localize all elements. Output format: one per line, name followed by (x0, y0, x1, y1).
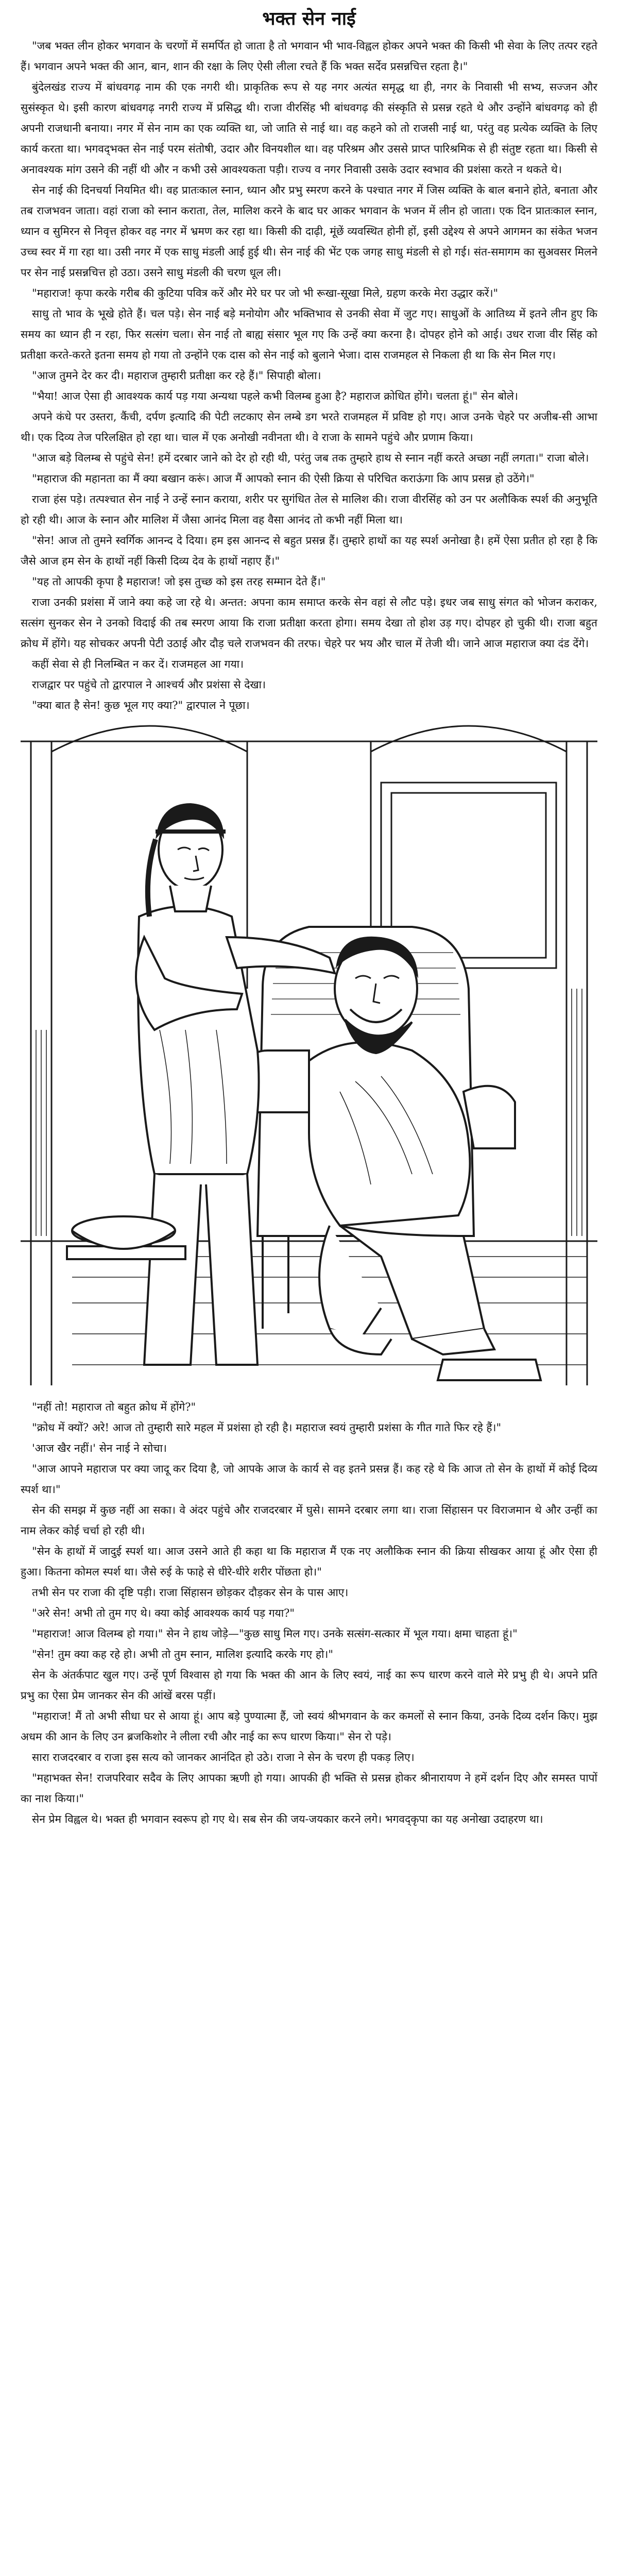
paragraph: साधु तो भाव के भूखे होते हैं। चल पड़े। सेन नाई बड़े मनोयोग और भक्तिभाव से उनकी सेवा में जुट गए। साधुओं के आतिथ्य में इतने लीन हुए कि समय का ध्यान ही न रहा, फिर सत्संग चला। सेन नाई तो बाह्य संसार भूल गए कि उन्हें क्या करना है। दोपहर होने को आई। उधर राजा वीर सिंह को प्रतीक्षा करते-करते इतना समय हो गया तो उन्होंने एक दास को सेन नाई को बुलाने भेजा। दास राजमहल से निकला ही था कि सेन मिल गए। (21, 307, 597, 361)
story-text-bottom (21, 1397, 597, 1829)
page-title: भक्त सेन नाई (262, 8, 356, 29)
paragraph: "सेन के हाथों में जादुई स्पर्श था। आज उसने आते ही कहा था कि महाराज मैं एक नए अलौकिक स्नान की क्रिया सीखकर आया हूं और ऐसा ही हुआ। कितना कोमल स्पर्श था। जैसे रुई के फाहे से धीरे-धीरे शरीर पोंछता हो।" (21, 1545, 597, 1578)
paragraph: सेन की समझ में कुछ नहीं आ सका। वे अंदर पहुंचे और राजदरबार में घुसे। सामने दरबार लगा था। राजा सिंहासन पर विराजमान थे और उन्हीं का नाम लेकर कोई चर्चा हो रही थी। (21, 1503, 597, 1537)
paragraph: "आज बड़े विलम्ब से पहुंचे सेन! हमें दरबार जाने को देर हो रही थी, परंतु जब तक तुम्हारे हाथ से स्नान नहीं करते अच्छा नहीं लगता।" राजा बोले। (32, 451, 589, 464)
paragraph: कहीं सेवा से ही निलम्बित न कर दें। राजमहल आ गया। (32, 657, 244, 670)
paragraph: सेन प्रेम विह्वल थे। भक्त ही भगवान स्वरूप हो गए थे। सब सेन की जय-जयकार करने लगे। भगवद्‌कृपा का यह अनोखा उदाहरण था। (32, 1812, 543, 1825)
paragraph: 'आज खैर नहीं।' सेन नाई ने सोचा। (32, 1442, 167, 1454)
paragraph: "महाभक्त सेन! राजपरिवार सदैव के लिए आपका ऋणी हो गया। आपकी ही भक्ति से प्रसन्न होकर श्रीनारायण ने हमें दर्शन दिए और समस्त पापों का नाश किया।" (21, 1771, 597, 1805)
paragraph: बुंदेलखंड राज्य में बांधवगढ़ नाम की एक नगरी थी। प्राकृतिक रूप से यह नगर अत्यंत समृद्ध था ही, नगर के निवासी भी सभ्य, सज्जन और सुसंस्कृत थे। इसी कारण बांधवगढ़ नगरी राज्य में प्रसिद्ध थी। राजा वीरसिंह भी बांधवगढ़ की संस्कृति से प्रसन्न रहते थे और उन्होंने बांधवगढ़ को ही अपनी राजधानी बनाया। नगर में सेन नाम का एक व्यक्ति था, जो जाति से नाई था। वह कहने को तो राजसी नाई था, परंतु वह प्रत्येक व्यक्ति के लिए कार्य करता था। भगवद्‌भक्त सेन नाई परम संतोषी, उदार और विनयशील था। वह परिश्रम और उससे प्राप्त पारिश्रमिक से ही संतुष्ट रहता था। किसी से अनावश्यक मांग उसने की नहीं थी और न कभी उसे आवश्यकता पड़ी। राज्य व नगर निवासी उसके उदार स्वभाव की प्रशंसा करते न थकते थे। (21, 80, 597, 176)
paragraph: "क्रोध में क्यों? अरे! आज तो तुम्हारी सारे महल में प्रशंसा हो रही है। महाराज स्वयं तुम्हारी प्रशंसा के गीत गाते फिर रहे हैं।" (32, 1421, 502, 1434)
paragraph: "अरे सेन! अभी तो तुम गए थे। क्या कोई आवश्यक कार्य पड़ गया?" (32, 1606, 295, 1619)
paragraph: "सेन! तुम क्या कह रहे हो। अभी तो तुम स्नान, मालिश इत्यादि करके गए हो।" (32, 1648, 334, 1660)
paragraph: "महाराज! कृपा करके गरीब की कुटिया पवित्र करें और मेरे घर पर जो भी रूखा-सूखा मिले, ग्रहण करके मेरा उद्धार करें।" (32, 286, 499, 299)
paragraph: "सेन! आज तो तुमने स्वर्गिक आनन्द दे दिया। हम इस आनन्द से बहुत प्रसन्न हैं। तुम्हारे हाथों का यह स्पर्श अनोखा है। हमें ऐसा प्रतीत हो रहा है कि जैसे आज हम सेन के हाथों नहीं किसी दिव्य देव के हाथों नहाए हैं।" (21, 534, 597, 567)
barber-king-illustration (21, 721, 597, 1391)
paragraph: अपने कंधे पर उस्तरा, कैंची, दर्पण इत्यादि की पेटी लटकाए सेन लम्बे डग भरते राजमहल में प्रविष्ट हो गए। आज उनके चेहरे पर अजीब-सी आभा थी। एक दिव्य तेज परिलक्षित हो रहा था। चाल में एक अनोखी नवीनता थी। वे राजा के सामने पहुंचे और प्रणाम किया। (21, 410, 597, 444)
paragraph: "नहीं तो! महाराज तो बहुत क्रोध में होंगे?" (32, 1400, 196, 1413)
paragraph: "जब भक्त लीन होकर भगवान के चरणों में समर्पित हो जाता है तो भगवान भी भाव-विह्वल होकर अपने भक्त की किसी भी सेवा के लिए तत्पर रहते हैं। भगवान अपने भक्त की आन, बान, शान की रक्षा के लिए ऐसी लीला रचते हैं कि भक्त सर्देव प्रसन्नचित्त रहता है।" (21, 39, 597, 73)
paragraph: "महाराज! आज विलम्ब हो गया।" सेन ने हाथ जोड़े—"कुछ साधु मिल गए। उनके सत्संग-सत्कार में भूल गया। क्षमा चाहता हूं।" (32, 1627, 518, 1640)
paragraph: "महाराज की महानता का मैं क्या बखान करूं। आज मैं आपको स्नान की ऐसी क्रिया से परिचित कराऊंगा कि आप प्रसन्न हो उठेंगे।" (32, 472, 535, 485)
paragraph: "आज तुमने देर कर दी। महाराज तुम्हारी प्रतीक्षा कर रहे हैं।" सिपाही बोला। (32, 369, 321, 382)
paragraph: राजद्वार पर पहुंचे तो द्वारपाल ने आश्चर्य और प्रशंसा से देखा। (32, 678, 266, 691)
story-illustration (21, 721, 597, 1391)
paragraph: तभी सेन पर राजा की दृष्टि पड़ी। राजा सिंहासन छोड़कर दौड़कर सेन के पास आए। (32, 1586, 349, 1599)
story-text-top (21, 36, 597, 716)
paragraph: राजा हंस पड़े। तत्पश्चात सेन नाई ने उन्हें स्नान कराया, शरीर पर सुगंधित तेल से मालिश की। राजा वीरसिंह को उन पर अलौकिक स्पर्श की अनुभूति हो रही थी। आज के स्नान और मालिश में जैसा आनंद मिला वह वैसा आनंद तो कभी नहीं मिला था। (21, 493, 597, 526)
paragraph: सेन नाई की दिनचर्या नियमित थी। वह प्रातःकाल स्नान, ध्यान और प्रभु स्मरण करने के पश्चात नगर में जिस व्यक्ति के बाल बनाने होते, बनाता और तब राजभवन जाता। वहां राजा को स्नान कराता, तेल, मालिश करने के बाद घर आकर भगवान के भजन में लीन हो जाता। एक दिन प्रातःकाल स्नान, ध्यान व सुमिरन से निवृत्त होकर वह नगर में भ्रमण कर रहा था। किसी की दाढ़ी, मूंछें व्यवस्थित होनी हों, इसी उद्देश्य से अपने आगमन का संकेत भजन उच्च स्वर में गा रहा था। उसी नगर में एक साधु मंडली आई हुई थी। सेन नाई की भेंट एक जगह साधु मंडली से हो गई। संत-समागम का सुअवसर मिलने पर सेन नाई प्रसन्नचित्त हो उठा। उसने साधु मंडली की चरण धूल ली। (21, 183, 597, 279)
paragraph: "यह तो आपकी कृपा है महाराज! जो इस तुच्छ को इस तरह सम्मान देते हैं।" (32, 575, 326, 588)
paragraph: सेन के अंतर्कपाट खुल गए। उन्हें पूर्ण विश्वास हो गया कि भक्त की आन के लिए स्वयं, नाई का रूप धारण करने वाले मेरे प्रभु ही थे। अपने प्रति प्रभु का ऐसा प्रेम जानकर सेन की आंखें बरस पड़ीं। (21, 1668, 597, 1702)
paragraph: सारा राजदरबार व राजा इस सत्य को जानकर आनंदित हो उठे। राजा ने सेन के चरण ही पकड़ लिए। (32, 1751, 415, 1764)
paragraph: "आज आपने महाराज पर क्या जादू कर दिया है, जो आपके आज के कार्य से वह इतने प्रसन्न हैं। कह रहे थे कि आज तो सेन के हाथों में कोई दिव्य स्पर्श था।" (21, 1462, 597, 1496)
paragraph: राजा उनकी प्रशंसा में जाने क्या कहे जा रहे थे। अन्तत: अपना काम समाप्त करके सेन वहां से लौट पड़े। इधर जब साधु संगत को भोजन कराकर, सत्संग सुनकर सेन ने उनको विदाई की तब स्मरण आया कि राजा प्रतीक्षा करता होगा। समय देखा तो होश उड़ गए। दोपहर हो चुकी थी। राजा बहुत क्रोध में होंगे। यह सोचकर अपनी पेटी उठाई और दौड़ चले राजभवन की तरफ। चेहरे पर भय और चाल में तेजी थी। जाने आज महाराज क्या दंड देंगे। (21, 596, 597, 650)
paragraph: "भैया! आज ऐसा ही आवश्यक कार्य पड़ गया अन्यथा पहले कभी विलम्ब हुआ है? महाराज क्रोधित होंगे। चलता हूं।" सेन बोले। (32, 389, 518, 402)
paragraph: "क्या बात है सेन! कुछ भूल गए क्या?" द्वारपाल ने पूछा। (32, 699, 250, 711)
paragraph: "महाराज! मैं तो अभी सीधा घर से आया हूं। आप बड़े पुण्यात्मा हैं, जो स्वयं श्रीभगवान के कर कमलों से स्नान किया, उनके दिव्य दर्शन किए। मुझ अधम की आन के लिए उन ब्रजकिशोर ने लीला रची और नाई का रूप धारण किया।" सेन रो पड़े। (21, 1709, 597, 1743)
